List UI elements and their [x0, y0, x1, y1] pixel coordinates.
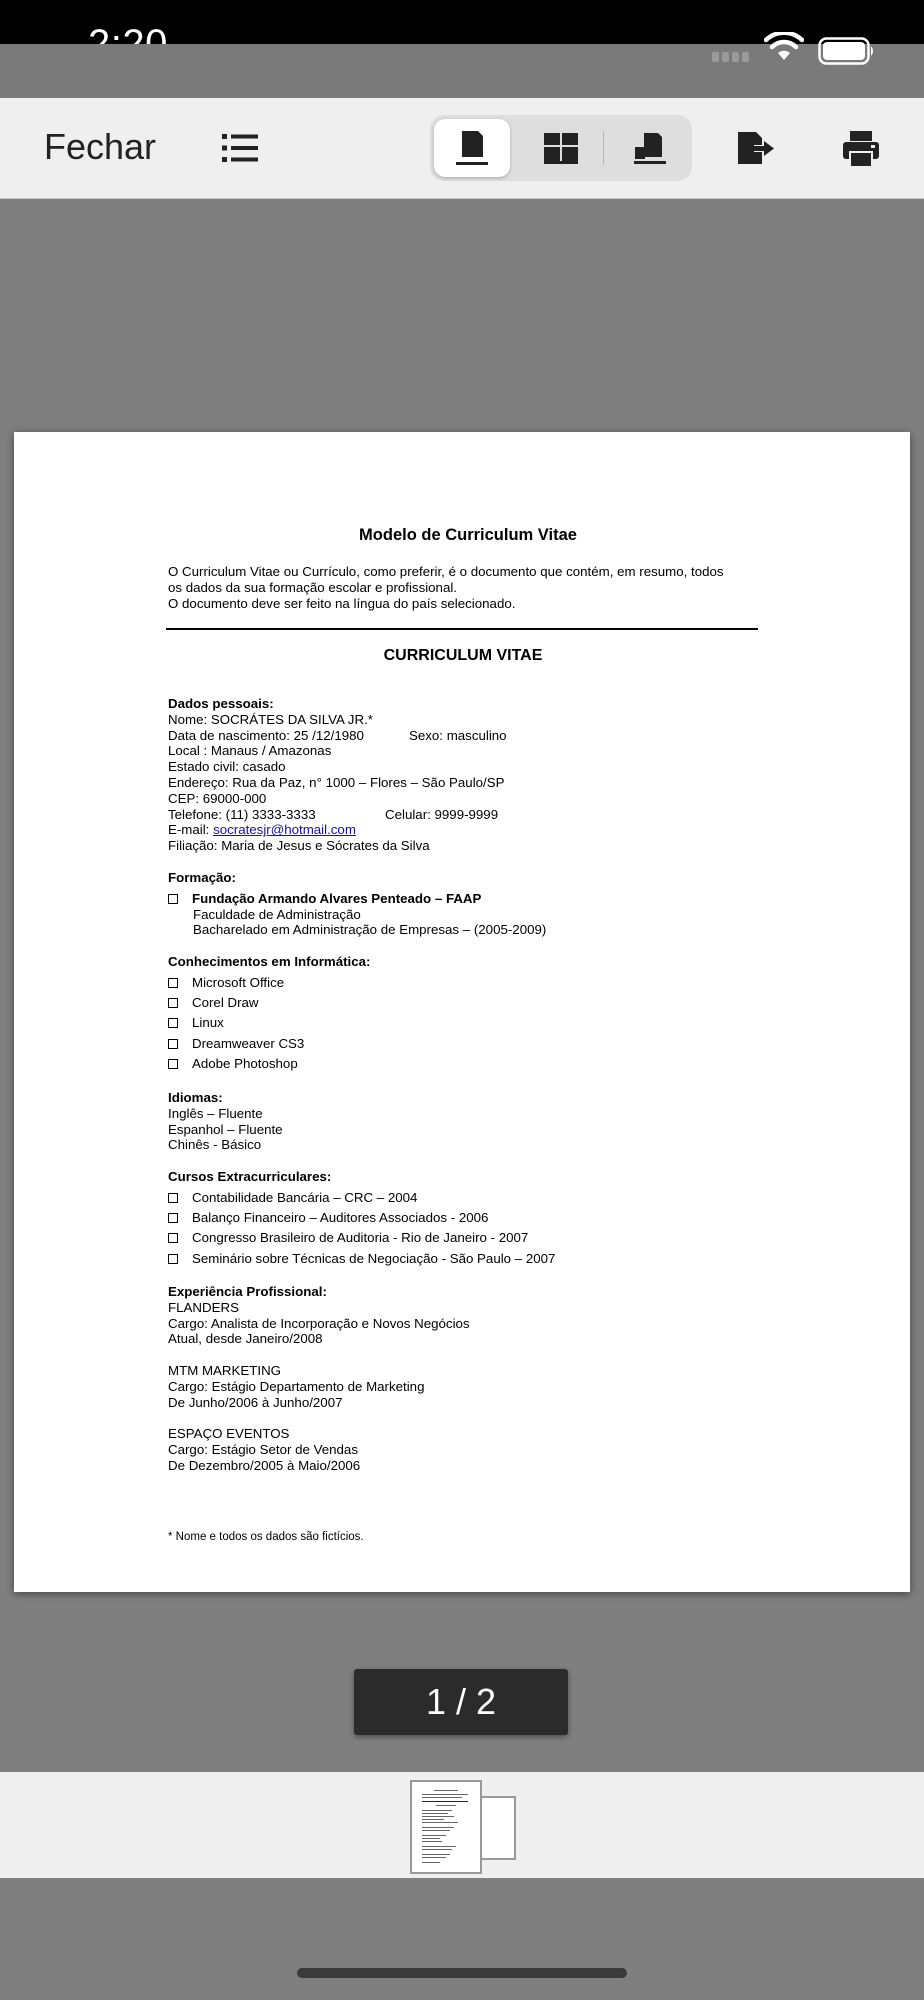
- cellular-signal-icon: [712, 52, 749, 62]
- education-school: Fundação Armando Alvares Penteado – FAAP: [192, 890, 482, 906]
- thumbnail-text-line: [422, 1816, 454, 1817]
- job-company: MTM MARKETING: [168, 1362, 282, 1378]
- list-item-text: Congresso Brasileiro de Auditoria - Rio de Janeiro - 2007: [192, 1230, 529, 1246]
- job-role: Cargo: Estágio Departamento de Marketing: [168, 1378, 425, 1394]
- checkbox-bullet-icon: [168, 1254, 178, 1264]
- personal-section: [168, 696, 768, 854]
- list-item-text: Dreamweaver CS3: [192, 1035, 305, 1051]
- list-item-text: Balanço Financeiro – Auditores Associados - 2006: [192, 1210, 489, 1226]
- list-item: [168, 1015, 768, 1035]
- thumbnail-text-line: [422, 1794, 468, 1795]
- courses-section: [168, 1169, 768, 1271]
- intro-line: O documento deve ser feito na língua do país selecionado.: [168, 595, 516, 611]
- list-item: [168, 1210, 768, 1230]
- job-role: Cargo: Estágio Setor de Vendas: [168, 1441, 358, 1457]
- checkbox-bullet-icon: [168, 1213, 178, 1223]
- thumbnail-text-line: [422, 1830, 450, 1831]
- personal-address: Endereço: Rua da Paz, n° 1000 – Flores – São Paulo/SP: [168, 774, 505, 790]
- cover-page-mode-button[interactable]: [612, 119, 688, 177]
- education-faculty: Faculdade de Administração: [193, 906, 361, 922]
- view-mode-segmented-control: [430, 115, 692, 181]
- email-link[interactable]: socratesjr@hotmail.com: [213, 822, 356, 838]
- list-item: [168, 975, 768, 995]
- personal-civil: Estado civil: casado: [168, 759, 286, 775]
- cv-title: CURRICULUM VITAE: [383, 647, 543, 664]
- personal-sex: Sexo: masculino: [409, 727, 507, 743]
- personal-filiation: Filiação: Maria de Jesus e Sócrates da Silva: [168, 838, 430, 854]
- list-item: [168, 1230, 768, 1250]
- section-heading: Experiência Profissional:: [168, 1284, 327, 1299]
- list-item: [168, 891, 768, 907]
- thumbnail-text-line: [422, 1838, 440, 1839]
- list-item: [168, 1190, 768, 1210]
- list-item-text: Microsoft Office: [192, 974, 285, 990]
- list-item: [168, 1056, 768, 1076]
- personal-phone: Telefone: (11) 3333-3333: [168, 806, 316, 822]
- personal-cep: CEP: 69000-000: [168, 790, 267, 806]
- thumbnail-text-line: [422, 1801, 468, 1802]
- thumbnail-text-line: [422, 1857, 446, 1858]
- thumbnail-text-line: [422, 1827, 454, 1828]
- language-item: Inglês – Fluente: [168, 1105, 263, 1121]
- checkbox-bullet-icon: [168, 978, 178, 988]
- list-item-text: Linux: [192, 1015, 224, 1031]
- checkbox-bullet-icon: [168, 1193, 178, 1203]
- print-icon[interactable]: [842, 130, 880, 168]
- section-heading: Dados pessoais:: [168, 696, 274, 711]
- segment-divider: [603, 131, 604, 165]
- education-section: [168, 870, 768, 938]
- thumbnail-text-line: [436, 1805, 456, 1806]
- close-button[interactable]: Fechar: [44, 126, 157, 167]
- list-item-text: Corel Draw: [192, 995, 259, 1011]
- email-label: E-mail:: [168, 822, 214, 838]
- section-heading: Formação:: [168, 870, 236, 885]
- list-item-text: Contabilidade Bancária – CRC – 2004: [192, 1189, 418, 1205]
- export-icon[interactable]: [736, 130, 776, 168]
- language-item: Chinês - Básico: [168, 1137, 262, 1153]
- thumbnail-text-line: [422, 1841, 442, 1842]
- personal-birth: Data de nascimento: 25 /12/1980: [168, 727, 364, 743]
- list-item: [168, 1251, 768, 1271]
- experience-section: [168, 1284, 768, 1474]
- thumbnail-text-line: [434, 1790, 458, 1791]
- thumbnail-text-line: [422, 1797, 462, 1798]
- language-item: Espanhol – Fluente: [168, 1121, 283, 1137]
- list-item: [168, 995, 768, 1015]
- job-period: De Dezembro/2005 à Maio/2006: [168, 1457, 361, 1473]
- thumbnail-text-line: [422, 1849, 452, 1850]
- list-item-text: Seminário sobre Técnicas de Negociação - São Paulo – 2007: [192, 1250, 556, 1266]
- personal-place: Local : Manaus / Amazonas: [168, 743, 332, 759]
- thumbnail-text-line: [422, 1862, 440, 1863]
- thumbnail-text-line: [422, 1822, 458, 1823]
- checkbox-bullet-icon: [168, 1018, 178, 1028]
- cover-page-icon: [630, 129, 670, 167]
- thumbnail-bar: [0, 1772, 924, 1878]
- section-heading: Conhecimentos em Informática:: [168, 954, 371, 969]
- thumbnail-text-line: [422, 1810, 452, 1811]
- two-page-icon: [541, 129, 581, 167]
- document-title: Modelo de Curriculum Vitae: [359, 526, 577, 544]
- checkbox-bullet-icon: [168, 1233, 178, 1243]
- thumbnail-text-line: [422, 1835, 446, 1836]
- job-period: De Junho/2006 à Junho/2007: [168, 1394, 343, 1410]
- thumbnail-text-line: [422, 1846, 456, 1847]
- section-heading: Cursos Extracurriculares:: [168, 1169, 332, 1184]
- list-icon[interactable]: [222, 132, 258, 164]
- checkbox-bullet-icon: [168, 894, 178, 904]
- home-indicator[interactable]: [297, 1968, 627, 1978]
- single-page-icon: [452, 129, 492, 167]
- checkbox-bullet-icon: [168, 1059, 178, 1069]
- horizontal-rule: [166, 628, 758, 630]
- languages-section: [168, 1090, 768, 1153]
- personal-name: Nome: SOCRÁTES DA SILVA JR.*: [168, 711, 373, 727]
- thumbnail-text-line: [422, 1854, 450, 1855]
- education-degree: Bacharelado em Administração de Empresas – (2005-2009): [193, 922, 547, 938]
- intro-text: [168, 564, 768, 611]
- document-page[interactable]: [14, 432, 910, 1592]
- list-item-text: Adobe Photoshop: [192, 1055, 298, 1071]
- page-thumbnail-1[interactable]: [410, 1780, 482, 1874]
- toolbar: [0, 98, 924, 199]
- job-period: Atual, desde Janeiro/2008: [168, 1331, 323, 1347]
- intro-line: os dados da sua formação escolar e profissional.: [168, 579, 457, 595]
- job-role: Cargo: Analista de Incorporação e Novos Negócios: [168, 1315, 470, 1331]
- personal-mobile: Celular: 9999-9999: [385, 806, 499, 822]
- single-page-mode-button[interactable]: [434, 119, 510, 177]
- section-heading: Idiomas:: [168, 1090, 223, 1105]
- checkbox-bullet-icon: [168, 998, 178, 1008]
- wifi-icon: [764, 32, 804, 62]
- two-page-mode-button[interactable]: [523, 119, 599, 177]
- job-company: FLANDERS: [168, 1299, 239, 1315]
- battery-icon: [818, 37, 876, 65]
- list-item: [168, 1036, 768, 1056]
- checkbox-bullet-icon: [168, 1039, 178, 1049]
- intro-line: O Curriculum Vitae ou Currículo, como preferir, é o documento que contém, em resumo, todos: [168, 564, 724, 579]
- computing-section: [168, 954, 768, 1076]
- thumbnail-text-line: [422, 1813, 448, 1814]
- job-company: ESPAÇO EVENTOS: [168, 1426, 290, 1442]
- footnote: * Nome e todos os dados são fictícios.: [168, 1531, 364, 1543]
- page-counter: 1 / 2: [354, 1669, 568, 1735]
- thumbnail-text-line: [422, 1819, 444, 1820]
